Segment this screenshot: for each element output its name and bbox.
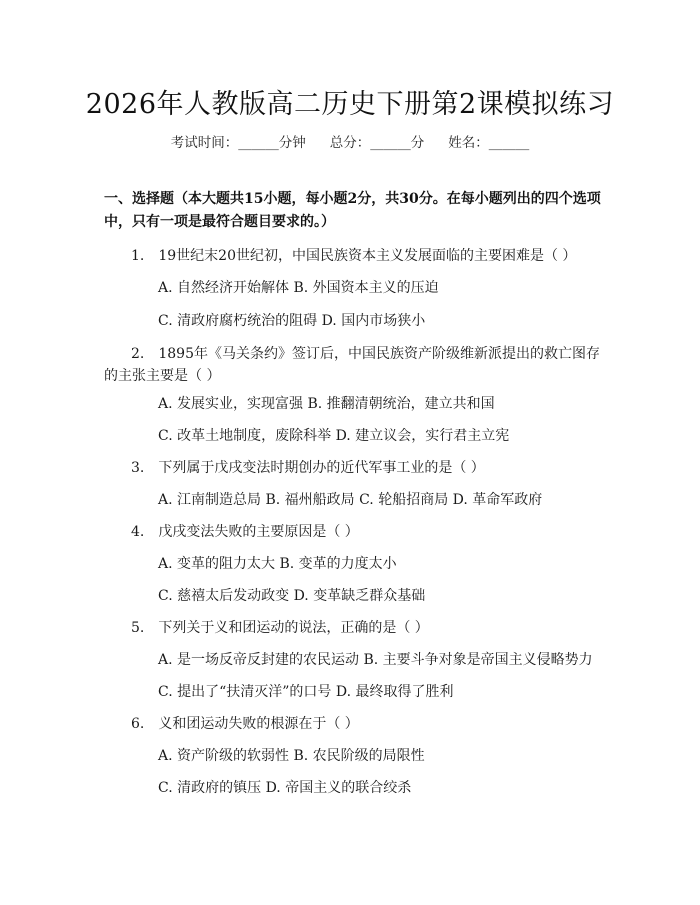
question-6-options-row-2: C. 清政府的镇压 D. 帝国主义的联合绞杀 [158, 780, 412, 796]
question-6-stem: 6. 义和团运动失败的根源在于（ ） [131, 716, 359, 732]
question-2-options-row-2: C. 改革土地制度，废除科举 D. 建立议会，实行君主立宪 [158, 428, 510, 444]
question-1-options-row-1: A. 自然经济开始解体 B. 外国资本主义的压迫 [158, 280, 439, 296]
question-5-stem: 5. 下列关于义和团运动的说法，正确的是（ ） [131, 620, 429, 636]
question-6-options-row-1: A. 资产阶级的软弱性 B. 农民阶级的局限性 [158, 748, 425, 764]
exam-time-field: 考试时间：______分钟 [170, 135, 306, 151]
question-3-stem: 3. 下列属于戊戌变法时期创办的近代军事工业的是（ ） [131, 460, 485, 476]
question-4-options-row-1: A. 变革的阻力太大 B. 变革的力度太小 [158, 556, 397, 572]
page-title: 2026年人教版高二历史下册第2课模拟练习 [85, 89, 615, 120]
question-2-options-row-1: A. 发展实业，实现富强 B. 推翻清朝统治，建立共和国 [158, 396, 495, 412]
student-name-field: 姓名：______ [448, 135, 530, 151]
question-4-stem: 4. 戊戌变法失败的主要原因是（ ） [131, 524, 359, 540]
exam-meta [0, 131, 700, 151]
section-heading-multiple-choice: 一、选择题（本大题共15小题，每小题2分，共30分。在每小题列出的四个选项中，只有一项是最符合题目要求的。） [104, 191, 601, 230]
question-5-options-row-2: C. 提出了“扶清灭洋”的口号 D. 最终取得了胜利 [158, 684, 454, 700]
question-4-options-row-2: C. 慈禧太后发动政变 D. 变革缺乏群众基础 [158, 588, 426, 604]
question-3-options-row-1: A. 江南制造总局 B. 福州船政局 C. 轮船招商局 D. 革命军政府 [158, 492, 543, 508]
question-1-stem: 1. 19世纪末20世纪初，中国民族资本主义发展面临的主要困难是（ ） [131, 248, 577, 264]
question-2-stem-line-2: 的主张主要是（ ） [104, 368, 221, 384]
total-score-field: 总分：______分 [329, 135, 425, 151]
question-2-stem-line-1: 2. 1895年《马关条约》签订后，中国民族资产阶级维新派提出的救亡图存 [131, 346, 600, 362]
question-1-options-row-2: C. 清政府腐朽统治的阻碍 D. 国内市场狭小 [158, 313, 426, 329]
question-5-options-row-1: A. 是一场反帝反封建的农民运动 B. 主要斗争对象是帝国主义侵略势力 [158, 652, 593, 668]
